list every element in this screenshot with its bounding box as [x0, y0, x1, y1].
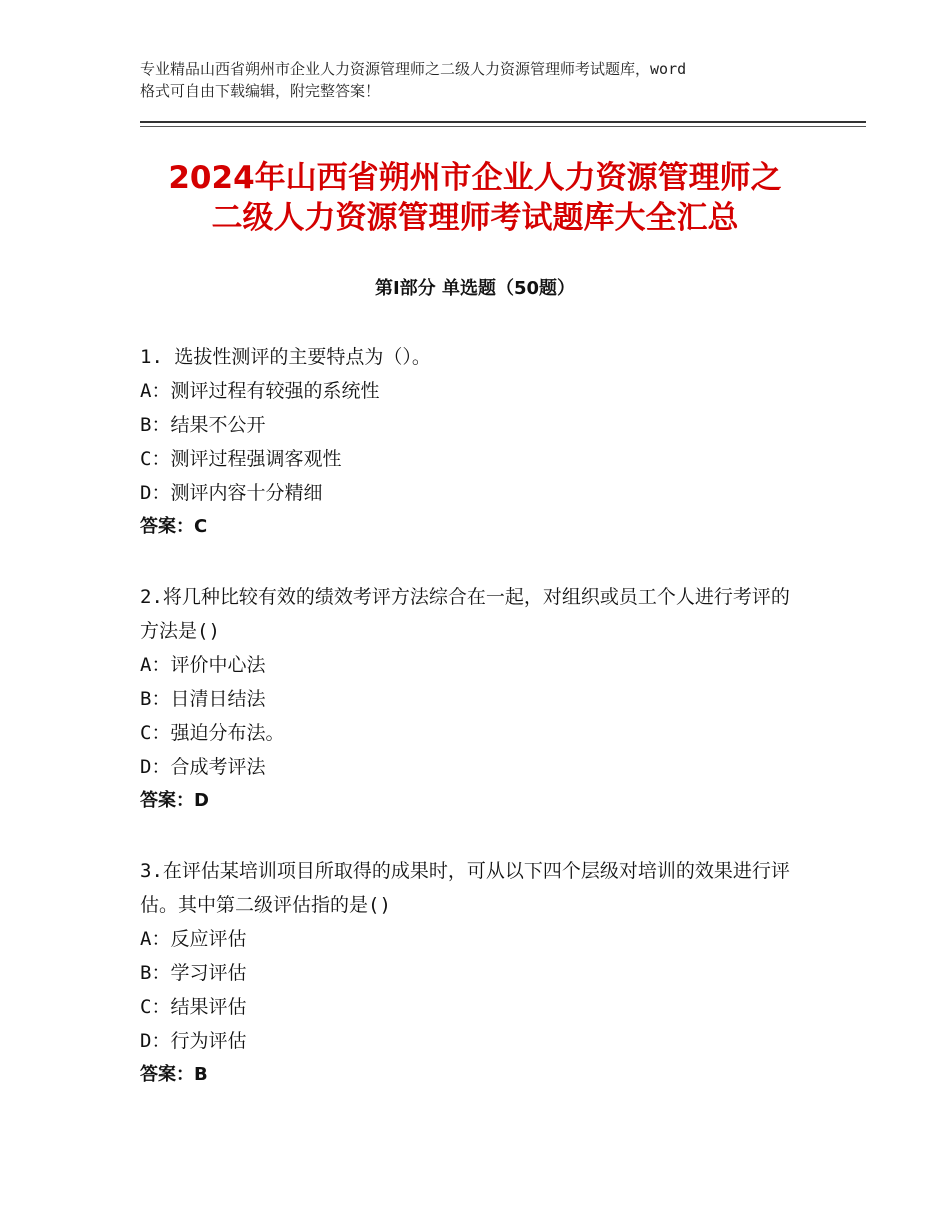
option-c: C：测评过程强调客观性: [140, 448, 342, 470]
header-rule-thick: [140, 121, 866, 123]
question-3: [140, 854, 820, 1092]
question-list: [140, 340, 820, 1128]
document-title: [100, 158, 850, 238]
document-title-line-1: 2024年山西省朔州市企业人力资源管理师之: [168, 160, 782, 196]
header-note: [140, 58, 820, 102]
question-2: [140, 580, 820, 818]
option-b: B：日清日结法: [140, 688, 266, 710]
answer-label: 答案：D: [140, 790, 209, 811]
option-b: B：学习评估: [140, 962, 247, 984]
question-1: [140, 340, 820, 544]
header-rule-thin: [140, 126, 866, 127]
document-title-line-2: 二级人力资源管理师考试题库大全汇总: [211, 200, 739, 236]
question-stem: 1. 选拔性测评的主要特点为（）。: [140, 346, 431, 368]
answer-label: 答案：B: [140, 1064, 208, 1085]
option-b: B：结果不公开: [140, 414, 266, 436]
header-note-line-2: 格式可自由下载编辑，附完整答案！: [140, 82, 381, 100]
answer-label: 答案：C: [140, 516, 208, 537]
question-stem: 3.在评估某培训项目所取得的成果时，可从以下四个层级对培训的效果进行评估。其中第二级评估指的是(): [140, 860, 790, 916]
option-a: A：测评过程有较强的系统性: [140, 380, 380, 402]
option-d: D：行为评估: [140, 1030, 247, 1052]
option-a: A：反应评估: [140, 928, 247, 950]
option-c: C：结果评估: [140, 996, 247, 1018]
option-d: D：合成考评法: [140, 756, 266, 778]
option-c: C：强迫分布法。: [140, 722, 285, 744]
option-d: D：测评内容十分精细: [140, 482, 323, 504]
header-note-line-1: 专业精品山西省朔州市企业人力资源管理师之二级人力资源管理师考试题库，word: [140, 60, 687, 78]
section-heading: 第Ⅰ部分 单选题（50题）: [374, 278, 575, 299]
question-stem: 2.将几种比较有效的绩效考评方法综合在一起，对组织或员工个人进行考评的方法是(): [140, 586, 790, 642]
option-a: A：评价中心法: [140, 654, 266, 676]
